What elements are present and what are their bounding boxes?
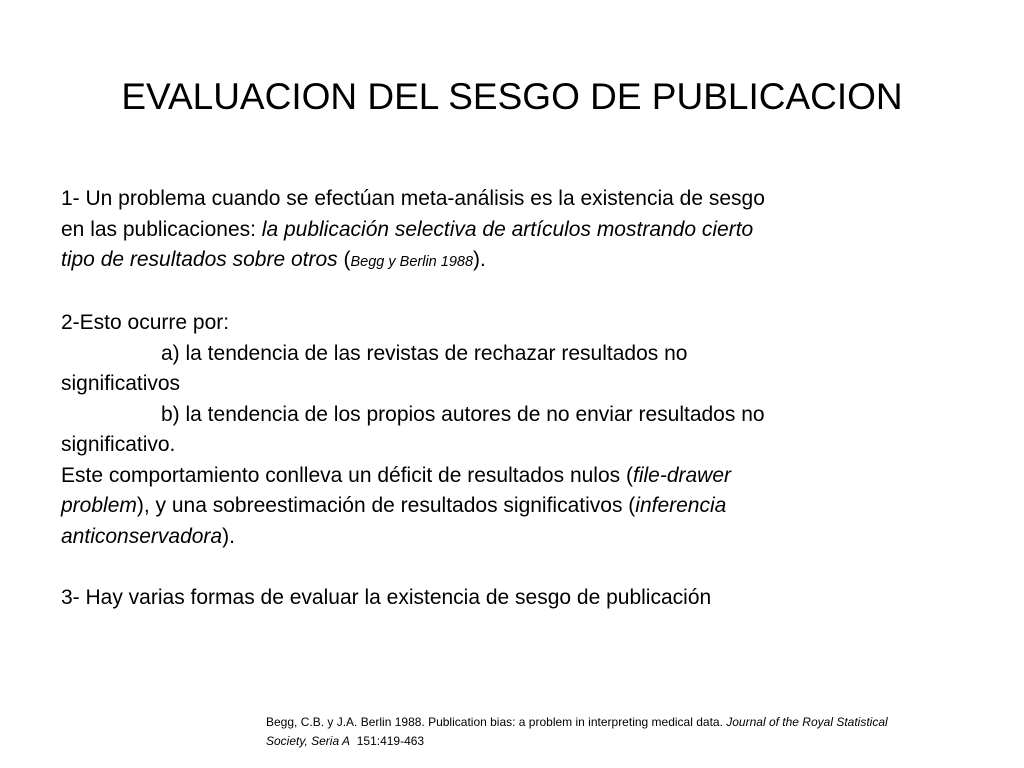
point-2-consequence-end: ). [222, 524, 235, 548]
point-2-consequence-line-2 [61, 491, 951, 522]
spacer [61, 278, 951, 309]
term-inferencia: inferencia [635, 494, 727, 517]
reference-text: Begg, C.B. y J.A. Berlin 1988. Publication bias: a problem in interpreting medical data. [266, 715, 727, 729]
point-2-item-a-cont: significativos [61, 372, 181, 395]
reference-journal: Journal of the Royal Statistical [726, 715, 888, 729]
spacer [61, 552, 951, 583]
point-2-consequence-line-3 [61, 522, 951, 553]
point-1-paren-open: ( [337, 248, 351, 271]
point-1-paren-close: ). [473, 248, 486, 271]
slide-body [61, 184, 951, 613]
reference-footnote [266, 713, 1016, 751]
point-1-text: en las publicaciones: [61, 217, 262, 241]
point-2-consequence-text: Este comportamiento conlleva un déficit de resultados nulos ( [61, 463, 633, 487]
point-2-item-b-cont: significativo. [61, 433, 176, 456]
point-2-item-b: b) la tendencia de los propios autores de no enviar resultados no [161, 402, 765, 426]
point-1-definition-end: tipo de resultados sobre otros [61, 248, 338, 271]
point-1-line-2 [61, 215, 951, 246]
point-1-definition: la publicación selectiva de artículos mostrando cierto [261, 217, 754, 241]
point-1-line-1: 1- Un problema cuando se efectúan meta-análisis es la existencia de sesgo [61, 187, 765, 210]
slide-title: EVALUACION DEL SESGO DE PUBLICACION [121, 76, 903, 117]
reference-pages: 151:419-463 [350, 734, 425, 748]
term-file-drawer: file-drawer [632, 463, 732, 487]
point-2 [61, 308, 951, 552]
point-1-line-3 [61, 245, 951, 278]
reference-journal-series: Society, Seria A [266, 734, 351, 748]
point-1-citation: Begg y Berlin 1988 [350, 254, 474, 270]
point-2-consequence-line-1 [61, 461, 951, 492]
term-anticonservadora: anticonservadora [61, 524, 223, 548]
point-2-item-a: a) la tendencia de las revistas de rechazar resultados no [161, 341, 688, 365]
point-3 [61, 583, 951, 614]
term-file-drawer-end: problem [61, 494, 137, 517]
point-3-text: 3- Hay varias formas de evaluar la existencia de sesgo de publicación [61, 585, 712, 609]
point-2-heading: 2-Esto ocurre por: [61, 311, 230, 334]
point-2-consequence-mid: ), y una sobreestimación de resultados significativos ( [136, 494, 636, 517]
point-1 [61, 184, 951, 278]
